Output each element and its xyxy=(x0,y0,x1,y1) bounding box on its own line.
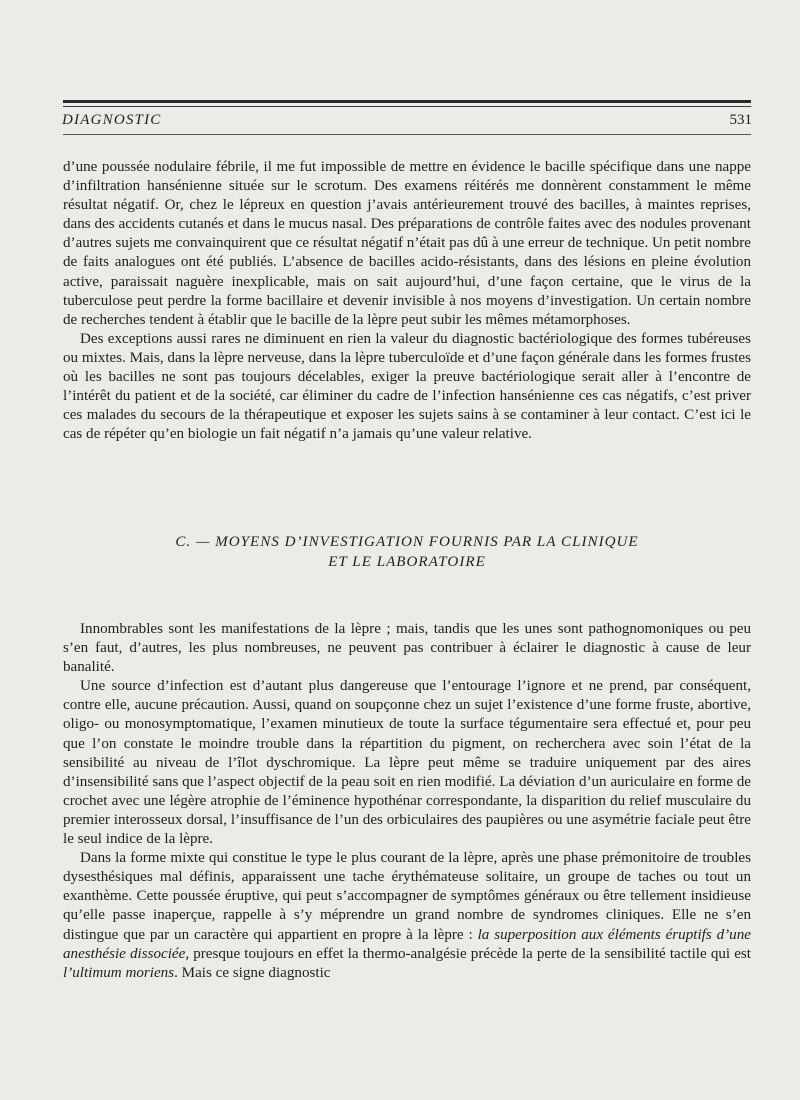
paragraph-text: , presque toujours en effet la thermo-analgésie précède la perte de la sensibilité tactile qui est xyxy=(185,945,751,962)
paragraph: d’une poussée nodulaire fébrile, il me fut impossible de mettre en évidence le bacille spécifique dans une nappe d’infiltration hansénienne située sur le scrotum. Des examens réitérés me donnèrent constamment le même résultat négatif. Or, chez le lépreux en question j’avais antérieurement trouvé des bacilles, à maintes reprises, dans des accidents cutanés et dans le mucus nasal. Des préparations de contrôle faites avec des nodules provenant d’autres sujets me convainquirent que ce résultat négatif n’était pas dû à une erreur de technique. Un petit nombre de faits analogues ont été publiés. L’absence de bacilles acido-résistants, dans des lésions en pleine évolution active, paraissait naguère inexplicable, mais on sait aujourd’hui, d’une façon certaine, que le virus de la tuberculose peut perdre la forme bacillaire et devenir invisible à nos moyens d’investigation. Un certain nombre de recherches tendent à établir que le bacille de la lèpre peut subir les mêmes métamorphoses. xyxy=(63,159,751,328)
paragraph: Innombrables sont les manifestations de la lèpre ; mais, tandis que les unes sont pathognomoniques ou peu s’en faut, d’autres, les plus nombreuses, ne peuvent pas contribuer à éclairer le diagnostic à cause de leur banalité. xyxy=(63,621,751,676)
section-heading xyxy=(63,532,751,572)
header-rule-thin xyxy=(63,106,751,107)
header-rule-thick xyxy=(63,100,751,103)
text-block-2 xyxy=(63,620,751,983)
text-block-1 xyxy=(63,158,751,444)
section-heading-line-2: ET LE LABORATOIRE xyxy=(328,554,486,570)
section-heading-line-1: C. — MOYENS D’INVESTIGATION FOURNIS PAR LA CLINIQUE xyxy=(175,534,639,550)
paragraph-text: . Mais ce signe diagnostic xyxy=(174,964,331,981)
header-underline xyxy=(63,134,751,135)
emphasis-text: la superposition aux éléments éruptifs d’une anesthésie dissociée xyxy=(63,926,751,962)
paragraph: Une source d’infection est d’autant plus dangereuse que l’entourage l’ignore et ne prend, par conséquent, contre elle, aucune précaution. Aussi, quand on soupçonne chez un sujet l’existence d’une forme fruste, abortive, oligo- ou monosymptomatique, l’examen minutieux de toute la surface tégumentaire sera effectué et, pour peu que l’on constate le moindre trouble dans la répartition du pigment, on recherchera avec soin l’état de la sensibilité au niveau de l’îlot dyschromique. La lèpre peut même se traduire uniquement par des aires d’insensibilité sans que l’aspect objectif de la peau soit en rien modifié. La déviation d’un auriculaire en forme de crochet avec une légère atrophie de l’éminence hypothénar correspondante, la disparition du relief musculaire du premier interosseux dorsal, l’insuffisance de l’un des orbiculaires des paupières ou une asymétrie faciale peut être le seul indice de la lèpre. xyxy=(63,678,751,848)
running-title: DIAGNOSTIC xyxy=(62,112,162,128)
paragraph: Des exceptions aussi rares ne diminuent en rien la valeur du diagnostic bactériologique des formes tubéreuses ou mixtes. Mais, dans la lèpre nerveuse, dans la lèpre tuberculoïde et d’une façon générale dans les formes frustes où les bacilles ne sont pas toujours décelables, exiger la preuve bactériologique serait aller à l’encontre de l’intérêt du patient et de la société, car éliminer du cadre de l’infection hansénienne ces cas négatifs, c’est priver ces malades du secours de la thérapeutique et exposer les sujets sains à se contaminer à leur contact. C’est ici le cas de répéter qu’en biologie un fait négatif n’a jamais qu’une valeur relative. xyxy=(63,330,751,443)
emphasis-text: l’ultimum moriens xyxy=(63,964,175,981)
page-number: 531 xyxy=(729,112,752,128)
paragraph-text: Dans la forme mixte qui constitue le type le plus courant de la lèpre, après une phase prémonitoire de troubles dysesthésiques mal définis, apparaissent une tache érythémateuse solitaire, un groupe de taches ou tout un exanthème. Cette poussée éruptive, qui peut s’accompagner de symptômes généraux ou être tellement insidieuse qu’elle passe inaperçue, rappelle à s’y méprendre un grand nombre de syndromes cliniques. Elle ne s’en distingue que par un caractère qui appartient en propre à la lèpre : xyxy=(63,850,751,943)
paragraph xyxy=(63,849,751,983)
